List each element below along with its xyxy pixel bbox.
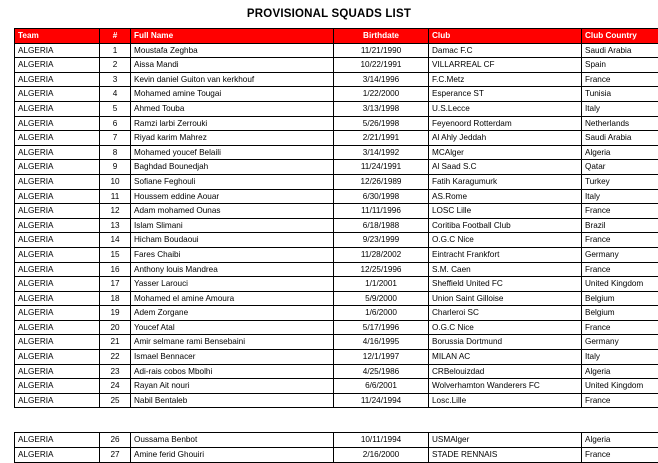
- cell-club_country: Italy: [582, 189, 658, 204]
- cell-number: 2: [100, 58, 131, 73]
- cell-birthdate: 6/30/1998: [334, 189, 429, 204]
- cell-full_name: Mohamed amine Tougai: [131, 87, 334, 102]
- cell-full_name: Yasser Larouci: [131, 277, 334, 292]
- cell-club_country: Turkey: [582, 174, 658, 189]
- cell-birthdate: 3/14/1992: [334, 145, 429, 160]
- cell-team: ALGERIA: [15, 379, 100, 394]
- column-header-club-country: Club Country: [582, 29, 658, 44]
- cell-team: ALGERIA: [15, 218, 100, 233]
- cell-club_country: France: [582, 448, 658, 463]
- cell-number: 9: [100, 160, 131, 175]
- table-row: [15, 306, 658, 321]
- table-row: [15, 448, 658, 463]
- cell-club: AS.Rome: [429, 189, 582, 204]
- cell-club: Damac F.C: [429, 43, 582, 58]
- cell-number: 1: [100, 43, 131, 58]
- cell-birthdate: 11/28/2002: [334, 247, 429, 262]
- cell-club: Sheffield United FC: [429, 277, 582, 292]
- cell-club: Esperance ST: [429, 87, 582, 102]
- cell-full_name: Moustafa Zeghba: [131, 43, 334, 58]
- cell-club_country: Saudi Arabia: [582, 43, 658, 58]
- cell-number: 16: [100, 262, 131, 277]
- cell-full_name: Kevin daniel Guiton van kerkhouf: [131, 72, 334, 87]
- cell-club: Al Ahly Jeddah: [429, 131, 582, 146]
- cell-birthdate: 5/17/1996: [334, 320, 429, 335]
- table-row: [15, 101, 658, 116]
- cell-club_country: Brazil: [582, 218, 658, 233]
- table-row: [15, 320, 658, 335]
- cell-full_name: Anthony louis Mandrea: [131, 262, 334, 277]
- cell-team: ALGERIA: [15, 145, 100, 160]
- table-row: [15, 160, 658, 175]
- cell-team: ALGERIA: [15, 204, 100, 219]
- cell-club: F.C.Metz: [429, 72, 582, 87]
- cell-club: Eintracht Frankfort: [429, 247, 582, 262]
- cell-full_name: Aissa Mandi: [131, 58, 334, 73]
- cell-full_name: Islam Slimani: [131, 218, 334, 233]
- cell-birthdate: 6/18/1988: [334, 218, 429, 233]
- cell-number: 17: [100, 277, 131, 292]
- table-row: [15, 364, 658, 379]
- table-row: [15, 189, 658, 204]
- cell-club: S.M. Caen: [429, 262, 582, 277]
- table-row: [15, 291, 658, 306]
- cell-birthdate: 11/24/1994: [334, 393, 429, 408]
- cell-team: ALGERIA: [15, 335, 100, 350]
- cell-club: LOSC Lille: [429, 204, 582, 219]
- cell-club_country: Italy: [582, 350, 658, 365]
- cell-club_country: Germany: [582, 335, 658, 350]
- cell-number: 20: [100, 320, 131, 335]
- cell-number: 23: [100, 364, 131, 379]
- cell-number: 26: [100, 433, 131, 448]
- cell-birthdate: 6/6/2001: [334, 379, 429, 394]
- cell-full_name: Mohamed el amine Amoura: [131, 291, 334, 306]
- cell-full_name: Hicham Boudaoui: [131, 233, 334, 248]
- cell-birthdate: 1/22/2000: [334, 87, 429, 102]
- cell-club_country: Qatar: [582, 160, 658, 175]
- table-row: [15, 58, 658, 73]
- cell-team: ALGERIA: [15, 247, 100, 262]
- cell-birthdate: 1/1/2001: [334, 277, 429, 292]
- table-row: [15, 131, 658, 146]
- cell-club: MILAN AC: [429, 350, 582, 365]
- column-header-full-name: Full Name: [131, 29, 334, 44]
- table-row: [15, 72, 658, 87]
- cell-full_name: Riyad karim Mahrez: [131, 131, 334, 146]
- cell-number: 7: [100, 131, 131, 146]
- cell-club: MCAlger: [429, 145, 582, 160]
- cell-number: 24: [100, 379, 131, 394]
- cell-birthdate: 10/22/1991: [334, 58, 429, 73]
- cell-club_country: France: [582, 233, 658, 248]
- cell-number: 18: [100, 291, 131, 306]
- table-row: [15, 393, 658, 408]
- cell-number: 11: [100, 189, 131, 204]
- cell-number: 10: [100, 174, 131, 189]
- cell-number: 6: [100, 116, 131, 131]
- cell-full_name: Adem Zorgane: [131, 306, 334, 321]
- cell-team: ALGERIA: [15, 72, 100, 87]
- cell-number: 12: [100, 204, 131, 219]
- cell-team: ALGERIA: [15, 262, 100, 277]
- cell-team: ALGERIA: [15, 43, 100, 58]
- column-header-number: #: [100, 29, 131, 44]
- cell-club_country: France: [582, 320, 658, 335]
- cell-team: ALGERIA: [15, 393, 100, 408]
- cell-team: ALGERIA: [15, 189, 100, 204]
- table-row: [15, 277, 658, 292]
- cell-club_country: United Kingdom: [582, 277, 658, 292]
- cell-club: VILLARREAL CF: [429, 58, 582, 73]
- cell-team: ALGERIA: [15, 277, 100, 292]
- cell-club_country: Spain: [582, 58, 658, 73]
- cell-birthdate: 2/21/1991: [334, 131, 429, 146]
- cell-number: 4: [100, 87, 131, 102]
- cell-team: ALGERIA: [15, 116, 100, 131]
- cell-full_name: Ismael Bennacer: [131, 350, 334, 365]
- cell-birthdate: 11/21/1990: [334, 43, 429, 58]
- cell-birthdate: 12/25/1996: [334, 262, 429, 277]
- table-row: [15, 379, 658, 394]
- cell-full_name: Ramzi larbi Zerrouki: [131, 116, 334, 131]
- cell-club_country: Germany: [582, 247, 658, 262]
- table-row: [15, 335, 658, 350]
- cell-club: Borussia Dortmund: [429, 335, 582, 350]
- table-row: [15, 433, 658, 448]
- cell-birthdate: 3/14/1996: [334, 72, 429, 87]
- cell-number: 14: [100, 233, 131, 248]
- column-header-birthdate: Birthdate: [334, 29, 429, 44]
- cell-number: 27: [100, 448, 131, 463]
- cell-number: 22: [100, 350, 131, 365]
- column-header-club: Club: [429, 29, 582, 44]
- table-row: [15, 233, 658, 248]
- cell-club_country: Saudi Arabia: [582, 131, 658, 146]
- cell-full_name: Rayan Ait nouri: [131, 379, 334, 394]
- cell-full_name: Fares Chaibi: [131, 247, 334, 262]
- cell-club: CRBelouizdad: [429, 364, 582, 379]
- cell-number: 25: [100, 393, 131, 408]
- cell-number: 15: [100, 247, 131, 262]
- cell-full_name: Adi-rais cobos Mbolhi: [131, 364, 334, 379]
- page-title: PROVISIONAL SQUADS LIST: [0, 8, 658, 20]
- cell-club: Feyenoord Rotterdam: [429, 116, 582, 131]
- cell-team: ALGERIA: [15, 448, 100, 463]
- cell-club: STADE RENNAIS: [429, 448, 582, 463]
- cell-team: ALGERIA: [15, 233, 100, 248]
- cell-club: Coritiba Football Club: [429, 218, 582, 233]
- cell-club_country: Belgium: [582, 291, 658, 306]
- cell-club_country: Belgium: [582, 306, 658, 321]
- cell-club: Charleroi SC: [429, 306, 582, 321]
- cell-club: Wolverhamton Wanderers FC: [429, 379, 582, 394]
- cell-birthdate: 2/16/2000: [334, 448, 429, 463]
- table-row: [15, 116, 658, 131]
- cell-club: O.G.C Nice: [429, 320, 582, 335]
- cell-club_country: United Kingdom: [582, 379, 658, 394]
- cell-full_name: Nabil Bentaleb: [131, 393, 334, 408]
- cell-team: ALGERIA: [15, 87, 100, 102]
- cell-birthdate: 5/26/1998: [334, 116, 429, 131]
- cell-full_name: Adam mohamed Ounas: [131, 204, 334, 219]
- table-row: [15, 204, 658, 219]
- table-header: [15, 29, 658, 44]
- cell-full_name: Baghdad Bounedjah: [131, 160, 334, 175]
- cell-full_name: Ahmed Touba: [131, 101, 334, 116]
- cell-number: 8: [100, 145, 131, 160]
- cell-birthdate: 11/24/1991: [334, 160, 429, 175]
- cell-club_country: Algeria: [582, 433, 658, 448]
- document-page: [0, 8, 658, 432]
- table-body-extra: [15, 433, 658, 462]
- cell-team: ALGERIA: [15, 131, 100, 146]
- cell-birthdate: 5/9/2000: [334, 291, 429, 306]
- cell-club_country: Netherlands: [582, 116, 658, 131]
- cell-birthdate: 9/23/1999: [334, 233, 429, 248]
- cell-team: ALGERIA: [15, 291, 100, 306]
- cell-number: 3: [100, 72, 131, 87]
- cell-full_name: Sofiane Feghouli: [131, 174, 334, 189]
- squad-table-main: [14, 28, 658, 408]
- cell-club_country: France: [582, 204, 658, 219]
- cell-full_name: Mohamed youcef Belaili: [131, 145, 334, 160]
- cell-club: Union Saint Gilloise: [429, 291, 582, 306]
- table-row: [15, 218, 658, 233]
- cell-full_name: Houssem eddine Aouar: [131, 189, 334, 204]
- cell-birthdate: 4/25/1986: [334, 364, 429, 379]
- cell-club_country: Algeria: [582, 364, 658, 379]
- cell-club_country: Italy: [582, 101, 658, 116]
- cell-birthdate: 12/26/1989: [334, 174, 429, 189]
- cell-full_name: Amine ferid Ghouiri: [131, 448, 334, 463]
- table-header-row: [15, 29, 658, 44]
- table-row: [15, 43, 658, 58]
- cell-team: ALGERIA: [15, 433, 100, 448]
- cell-team: ALGERIA: [15, 101, 100, 116]
- table-row: [15, 174, 658, 189]
- cell-club: Losc.Lille: [429, 393, 582, 408]
- cell-club_country: France: [582, 72, 658, 87]
- table-row: [15, 87, 658, 102]
- cell-club_country: Algeria: [582, 145, 658, 160]
- table-row: [15, 247, 658, 262]
- cell-club: Fatih Karagumurk: [429, 174, 582, 189]
- cell-team: ALGERIA: [15, 350, 100, 365]
- cell-number: 21: [100, 335, 131, 350]
- table-row: [15, 262, 658, 277]
- cell-team: ALGERIA: [15, 174, 100, 189]
- cell-club: U.S.Lecce: [429, 101, 582, 116]
- cell-team: ALGERIA: [15, 306, 100, 321]
- cell-birthdate: 1/6/2000: [334, 306, 429, 321]
- table-row: [15, 350, 658, 365]
- cell-birthdate: 12/1/1997: [334, 350, 429, 365]
- cell-birthdate: 3/13/1998: [334, 101, 429, 116]
- squad-table-extra: [14, 432, 658, 462]
- cell-team: ALGERIA: [15, 320, 100, 335]
- cell-full_name: Amir selmane rami Bensebaini: [131, 335, 334, 350]
- cell-number: 13: [100, 218, 131, 233]
- cell-birthdate: 10/11/1994: [334, 433, 429, 448]
- cell-birthdate: 11/11/1996: [334, 204, 429, 219]
- cell-club: O.G.C Nice: [429, 233, 582, 248]
- cell-club_country: France: [582, 262, 658, 277]
- cell-club_country: France: [582, 393, 658, 408]
- cell-number: 5: [100, 101, 131, 116]
- cell-club_country: Tunisia: [582, 87, 658, 102]
- cell-number: 19: [100, 306, 131, 321]
- cell-team: ALGERIA: [15, 58, 100, 73]
- cell-full_name: Oussama Benbot: [131, 433, 334, 448]
- cell-team: ALGERIA: [15, 160, 100, 175]
- cell-club: Al Saad S.C: [429, 160, 582, 175]
- cell-team: ALGERIA: [15, 364, 100, 379]
- table-row: [15, 145, 658, 160]
- cell-birthdate: 4/16/1995: [334, 335, 429, 350]
- column-header-team: Team: [15, 29, 100, 44]
- table-body: [15, 43, 658, 408]
- cell-club: USMAlger: [429, 433, 582, 448]
- cell-full_name: Youcef Atal: [131, 320, 334, 335]
